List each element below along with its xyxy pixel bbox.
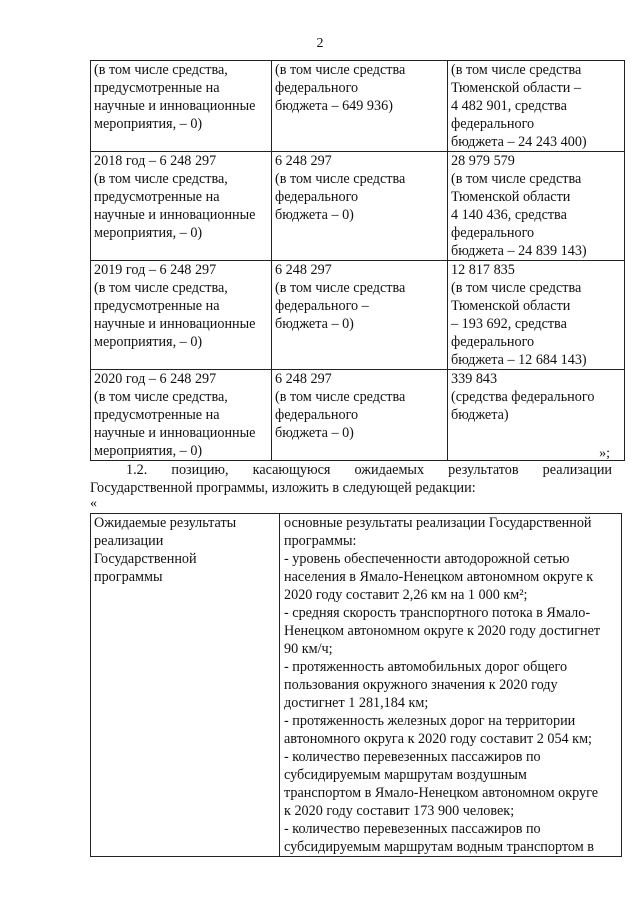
results-item-line: - количество перевезенных пассажиров по [284,821,541,837]
funding-cell [272,261,448,370]
cell-line: 6 248 297 [275,153,332,169]
results-label-cell [91,514,280,857]
cell-line: научные и инновационные [94,207,256,223]
cell-line: 4 140 436, средства [451,207,567,223]
funding-cell [272,370,448,461]
cell-line: Тюменской области [451,189,571,205]
funding-cell [448,261,625,370]
cell-line: (в том числе средства [451,280,582,296]
cell-line: – 193 692, средства [451,316,567,332]
results-item-line: - средняя скорость транспортного потока в Ямало- [284,605,591,621]
results-item-line: к 2020 году составит 173 900 человек; [284,803,515,819]
cell-line: бюджета – 649 936) [275,98,393,114]
cell-line: предусмотренные на [94,407,220,423]
cell-line: 12 817 835 [451,262,515,278]
cell-line: (в том числе средства, [94,171,228,187]
cell-line: (в том числе средства [451,171,582,187]
cell-line: бюджета – 24 243 400) [451,134,587,150]
results-item-line: субсидируемым маршрутам водным транспортом в [284,839,594,855]
cell-line: федерального [275,80,359,96]
cell-line: мероприятия, – 0) [94,116,203,132]
cell-line: (в том числе средства [275,62,406,78]
amendment-paragraph [90,461,612,497]
cell-line: (в том числе средства [451,62,582,78]
cell-line: бюджета – 0) [275,425,354,441]
opening-quote-mark: « [90,496,97,511]
cell-line: бюджета – 0) [275,207,354,223]
results-item-line: достигнет 1 281,184 км; [284,695,429,711]
funding-row [91,261,625,370]
cell-line: (в том числе средства, [94,280,228,296]
funding-row [91,152,625,261]
cell-line: предусмотренные на [94,189,220,205]
cell-line: научные и инновационные [94,98,256,114]
cell-line: бюджета – 12 684 143) [451,352,587,368]
cell-line: 6 248 297 [275,262,332,278]
results-item-line: Ненецком автономном округе к 2020 году достигнет [284,623,601,639]
cell-line: (в том числе средства [275,280,406,296]
results-label-line: реализации [94,533,164,549]
cell-line: мероприятия, – 0) [94,225,203,241]
cell-line: предусмотренные на [94,298,220,314]
funding-row [91,61,625,152]
cell-line: федерального [451,334,535,350]
funding-cell [448,152,625,261]
results-item-line: транспортом в Ямало-Ненецком автономном округе [284,785,599,801]
funding-cell [448,370,625,461]
cell-line: мероприятия, – 0) [94,334,203,350]
funding-cell [272,152,448,261]
cell-line: бюджета – 24 839 143) [451,243,587,259]
results-row [91,514,622,857]
results-item-line: 90 км/ч; [284,641,333,657]
paragraph-line: 1.2. позицию, касающуюся ожидаемых результатов реализации [126,462,612,478]
cell-line: 2018 год – 6 248 297 [94,153,217,169]
cell-line: научные и инновационные [94,425,256,441]
cell-line: 6 248 297 [275,371,332,387]
page-number: 2 [316,36,324,51]
results-item-line: пользования окружного значения к 2020 году [284,677,558,693]
cell-line: федерального [275,407,359,423]
cell-line: (средства федерального [451,389,595,405]
results-item-line: - протяженность автомобильных дорог общего [284,659,568,675]
cell-line: бюджета – 0) [275,316,354,332]
results-item-line: - протяженность железных дорог на территории [284,713,576,729]
results-item-line: 2020 году составит 2,26 км на 1 000 км²; [284,587,528,603]
cell-line: Тюменской области [451,298,571,314]
paragraph-line: Государственной программы, изложить в следующей редакции: [90,480,476,496]
results-content-cell [280,514,622,857]
cell-line: (в том числе средства [275,389,406,405]
results-label-line: Государственной [94,551,197,567]
cell-line: (в том числе средства, [94,62,228,78]
results-label-line: программы [94,569,163,585]
cell-line: научные и инновационные [94,316,256,332]
cell-line: бюджета) [451,407,509,423]
cell-line: (в том числе средства, [94,389,228,405]
cell-line: федерального [451,225,535,241]
cell-line: 339 843 [451,371,498,387]
funding-cell [272,61,448,152]
cell-line: мероприятия, – 0) [94,443,203,459]
closing-quote-mark: »; [599,446,610,461]
funding-cell [91,370,272,461]
funding-cell [91,152,272,261]
results-item-line: автономного округа к 2020 году составит 2 054 км; [284,731,592,747]
results-item-line: субсидируемым маршрутам воздушным [284,767,527,783]
results-item-line: основные результаты реализации Государственной [284,515,592,531]
results-item-line: программы: [284,533,357,549]
cell-line: Тюменской области – [451,80,582,96]
results-item-line: - количество перевезенных пассажиров по [284,749,541,765]
cell-line: 2019 год – 6 248 297 [94,262,217,278]
cell-line: предусмотренные на [94,80,220,96]
cell-line: (в том числе средства [275,171,406,187]
funding-cell [448,61,625,152]
cell-line: 4 482 901, средства [451,98,567,114]
funding-table [90,60,625,461]
cell-line: 2020 год – 6 248 297 [94,371,217,387]
funding-cell [91,261,272,370]
funding-row [91,370,625,461]
cell-line: федерального – [275,298,369,314]
cell-line: 28 979 579 [451,153,515,169]
expected-results-table [90,513,622,857]
results-label-line: Ожидаемые результаты [94,515,237,531]
cell-line: федерального [451,116,535,132]
results-item-line: населения в Ямало-Ненецком автономном округе к [284,569,594,585]
funding-cell [91,61,272,152]
results-item-line: - уровень обеспеченности автодорожной сетью [284,551,570,567]
cell-line: федерального [275,189,359,205]
